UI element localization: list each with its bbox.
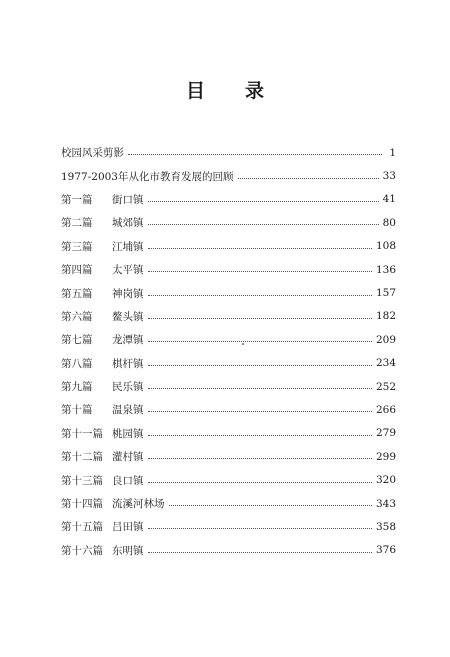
toc-entry[interactable] bbox=[61, 445, 396, 468]
toc-entry-title: 神岗镇 bbox=[112, 287, 144, 300]
toc-entry[interactable] bbox=[61, 164, 396, 187]
toc-entry-title: 灌村镇 bbox=[112, 451, 144, 464]
toc-entry-section-number: 第十一篇 bbox=[61, 427, 103, 440]
toc-entry-page-number: 376 bbox=[375, 544, 396, 557]
toc-entry-section-number: 第三篇 bbox=[61, 240, 93, 253]
toc-entry-leader-dots bbox=[148, 552, 372, 553]
toc-entry-section-number: 第十四篇 bbox=[61, 498, 103, 511]
toc-entry-title: 棋杆镇 bbox=[112, 357, 144, 370]
toc-entry-section-number: 第十篇 bbox=[61, 404, 93, 417]
toc-entry-leader-dots bbox=[148, 458, 372, 459]
toc-entry-section-number: 第十二篇 bbox=[61, 451, 103, 464]
table-of-contents bbox=[61, 141, 396, 562]
toc-entry[interactable] bbox=[61, 398, 396, 421]
toc-entry[interactable] bbox=[61, 515, 396, 538]
toc-entry-section-number: 第十三篇 bbox=[61, 474, 103, 487]
toc-entry[interactable] bbox=[61, 188, 396, 211]
toc-entry-leader-dots bbox=[148, 271, 372, 272]
toc-entry-page-number: 320 bbox=[375, 474, 396, 487]
toc-entry-leader-dots bbox=[148, 482, 372, 483]
toc-entry[interactable] bbox=[61, 375, 396, 398]
toc-entry-title: 民乐镇 bbox=[112, 381, 144, 394]
toc-entry-title: 校园风采剪影 bbox=[61, 147, 124, 160]
toc-entry-title: 1977-2003年从化市教育发展的回顾 bbox=[61, 170, 234, 183]
toc-entry[interactable] bbox=[61, 468, 396, 491]
toc-entry-page-number: 182 bbox=[375, 310, 396, 323]
toc-entry-section-number: 第一篇 bbox=[61, 193, 93, 206]
toc-entry-section-number: 第六篇 bbox=[61, 310, 93, 323]
toc-entry[interactable] bbox=[61, 258, 396, 281]
toc-entry-title: 龙潭镇 bbox=[112, 334, 144, 347]
toc-entry-title: 温泉镇 bbox=[112, 404, 144, 417]
toc-entry[interactable] bbox=[61, 141, 396, 164]
toc-entry-page-number: 252 bbox=[375, 380, 396, 393]
toc-entry-title: 太平镇 bbox=[112, 264, 144, 277]
toc-entry-leader-dots bbox=[148, 248, 372, 249]
toc-entry[interactable] bbox=[61, 211, 396, 234]
toc-entry-page-number: 358 bbox=[375, 520, 396, 533]
toc-entry-section-number: 第九篇 bbox=[61, 381, 93, 394]
toc-entry-section-number: 第五篇 bbox=[61, 287, 93, 300]
toc-entry-title: 江埔镇 bbox=[112, 240, 144, 253]
toc-entry-section-number: 第四篇 bbox=[61, 264, 93, 277]
toc-entry-leader-dots bbox=[148, 365, 372, 366]
toc-entry-page-number: 108 bbox=[375, 240, 396, 253]
toc-entry-page-number: 41 bbox=[382, 193, 396, 206]
toc-entry[interactable] bbox=[61, 305, 396, 328]
page-title-char-2: 录 bbox=[245, 80, 265, 102]
toc-entry-title: 城郊镇 bbox=[112, 217, 144, 230]
page-title-char-1: 目 bbox=[186, 80, 206, 102]
toc-entry-page-number: 234 bbox=[375, 357, 396, 370]
toc-entry-title: 东明镇 bbox=[112, 544, 144, 557]
toc-entry-leader-dots bbox=[148, 528, 372, 529]
toc-entry-leader-dots bbox=[148, 411, 372, 412]
toc-entry-title: 桃园镇 bbox=[112, 427, 144, 440]
toc-entry-title: 吕田镇 bbox=[112, 521, 144, 534]
toc-entry-leader-dots bbox=[148, 224, 379, 225]
toc-entry-section-number: 第七篇 bbox=[61, 334, 93, 347]
toc-entry-page-number: 343 bbox=[375, 497, 396, 510]
toc-entry[interactable] bbox=[61, 235, 396, 258]
toc-entry[interactable] bbox=[61, 492, 396, 515]
toc-entry-leader-dots bbox=[148, 435, 372, 436]
toc-entry-leader-dots bbox=[148, 388, 372, 389]
toc-entry-leader-dots bbox=[148, 201, 379, 202]
toc-entry[interactable] bbox=[61, 352, 396, 375]
toc-entry-page-number: 157 bbox=[375, 287, 396, 300]
toc-entry-page-number: 266 bbox=[375, 403, 396, 416]
toc-entry[interactable] bbox=[61, 281, 396, 304]
toc-entry[interactable] bbox=[61, 422, 396, 445]
toc-entry-leader-dots bbox=[148, 318, 372, 319]
toc-entry-section-number: 第二篇 bbox=[61, 217, 93, 230]
toc-entry-page-number: 279 bbox=[375, 427, 396, 440]
toc-entry[interactable] bbox=[61, 328, 396, 351]
toc-entry-page-number: 209 bbox=[375, 333, 396, 346]
toc-entry-leader-dots bbox=[128, 154, 382, 155]
toc-entry-title: 良口镇 bbox=[112, 474, 144, 487]
toc-entry-leader-dots bbox=[148, 341, 372, 342]
toc-entry-section-number: 第十六篇 bbox=[61, 544, 103, 557]
toc-entry-page-number: 299 bbox=[375, 450, 396, 463]
toc-entry-leader-dots bbox=[169, 505, 372, 506]
toc-entry-page-number: 80 bbox=[382, 216, 396, 229]
toc-entry-title: 鳌头镇 bbox=[112, 310, 144, 323]
toc-entry-title: 流溪河林场 bbox=[112, 498, 165, 511]
toc-entry-section-number: 第八篇 bbox=[61, 357, 93, 370]
toc-entry-page-number: 33 bbox=[382, 170, 396, 183]
scan-speck bbox=[242, 343, 244, 345]
toc-entry[interactable] bbox=[61, 539, 396, 562]
toc-entry-leader-dots bbox=[148, 295, 372, 296]
toc-entry-section-number: 第十五篇 bbox=[61, 521, 103, 534]
toc-entry-leader-dots bbox=[238, 178, 379, 179]
toc-entry-title: 街口镇 bbox=[112, 193, 144, 206]
toc-entry-page-number: 1 bbox=[389, 146, 396, 159]
toc-entry-page-number: 136 bbox=[375, 263, 396, 276]
